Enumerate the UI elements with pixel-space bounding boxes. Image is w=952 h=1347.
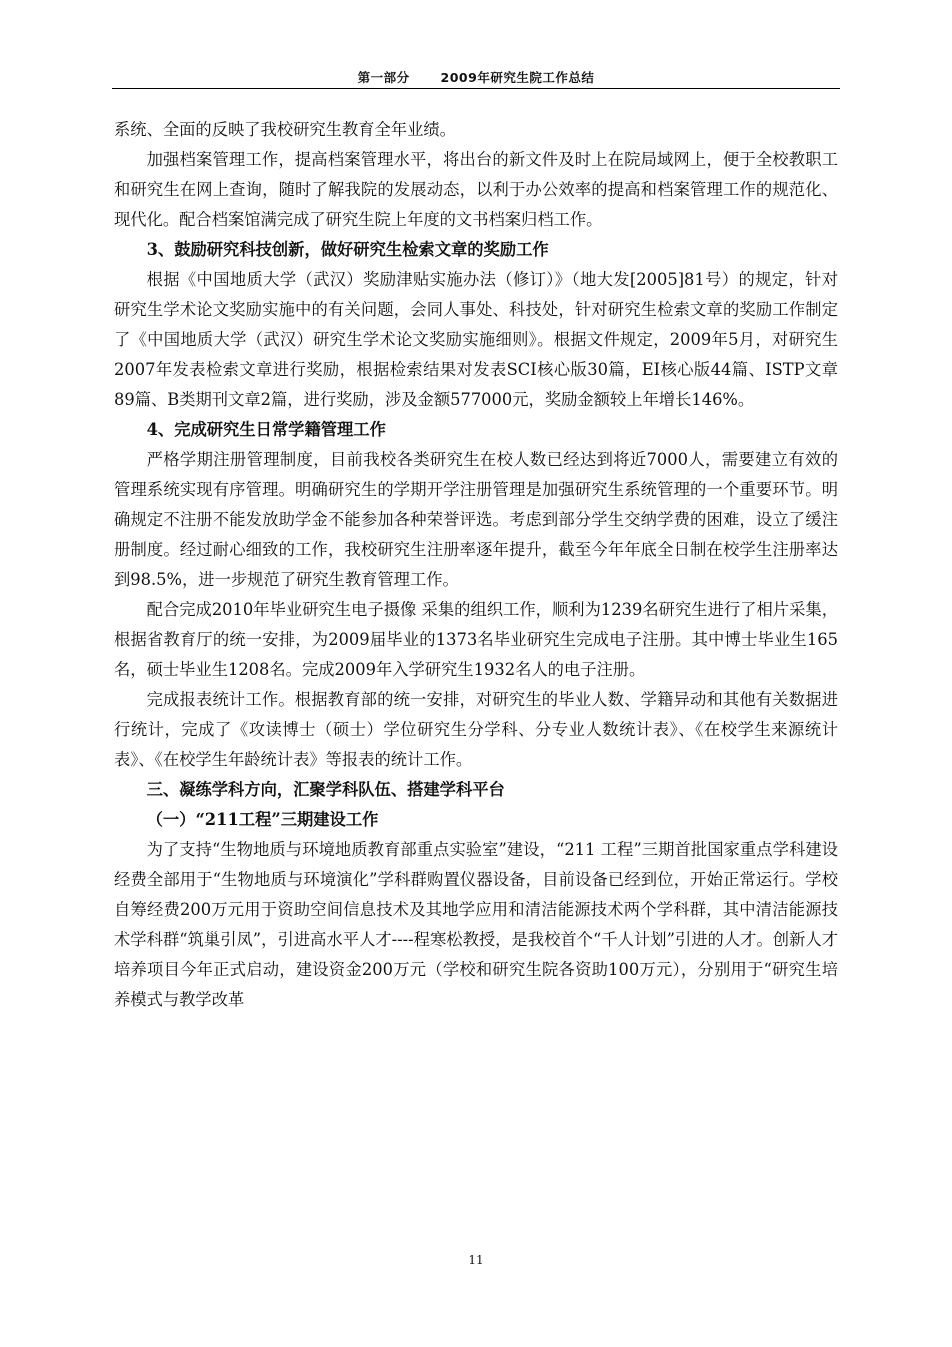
page-number: 11 [468,1253,484,1267]
page-header [112,68,840,86]
paragraph-continued: 系统、全面的反映了我校研究生教育全年业绩。 [114,120,456,139]
document-body [114,115,838,1015]
header-rule [112,88,840,89]
paragraph-211-project: 为了支持“生物地质与环境地质教育部重点实验室”建设，“211 工程”三期首批国家重点学科建设经费全部用于“生物地质与环境演化”学科群购置仪器设备，目前设备已经到位，开始正常运行。学校自筹经费200万元用于资助空间信息技术及其地学应用和清洁能源技术两个学科群，其中清洁能源技术学科群“筑巢引凤”，引进高水平人才----程寒松教授，是我校首个“千人计划”引进的人才。创新人才培养项目今年正式启动，建设资金200万元（学校和研究生院各资助100万元），分别用于“研究生培养模式与教学改革 [114,840,838,1009]
header-title: 2009年研究生院工作总结 [440,70,595,85]
paragraph-registration: 严格学期注册管理制度，目前我校各类研究生在校人数已经达到将近7000人，需要建立有效的管理系统实现有序管理。明确研究生的学期开学注册管理是加强研究生系统管理的一个重要环节。明确规定不注册不能发放助学金不能参加各种荣誉评选。考虑到部分学生交纳学费的困难，设立了缓注册制度。经过耐心细致的工作，我校研究生注册率逐年提升，截至今年年底全日制在校学生注册率达到98.5%，进一步规范了研究生教育管理工作。 [114,450,838,589]
paragraph-photo-collection: 配合完成2010年毕业研究生电子摄像 采集的组织工作，顺利为1239名研究生进行了相片采集，根据省教育厅的统一安排，为2009届毕业的1373名毕业研究生完成电子注册。其中博士毕业生165名，硕士毕业生1208名。完成2009年入学研究生1932名人的电子注册。 [114,600,838,679]
paragraph-statistics: 完成报表统计工作。根据教育部的统一安排，对研究生的毕业人数、学籍异动和其他有关数据进行统计，完成了《攻读博士（硕士）学位研究生分学科、分专业人数统计表》、《在校学生来源统计表》、《在校学生年龄统计表》等报表的统计工作。 [114,690,838,769]
heading-section-three: 三、凝练学科方向，汇聚学科队伍、搭建学科平台 [146,780,505,799]
heading-211-project: （一）“211工程”三期建设工作 [146,810,379,829]
paragraph-reward-rules: 根据《中国地质大学（武汉）奖励津贴实施办法（修订）》（地大发[2005]81号）的规定，针对研究生学术论文奖励实施中的有关问题，会同人事处、科技处，针对研究生检索文章的奖励工作制定了《中国地质大学（武汉）研究生学术论文奖励实施细则》。根据文件规定，2009年5月，对研究生2007年发表检索文章进行奖励，根据检索结果对发表SCI核心版30篇，EI核心版44篇、ISTP文章89篇、B类期刊文章2篇，进行奖励，涉及金额577000元，奖励金额较上年增长146%。 [114,270,838,409]
header-part: 第一部分 [357,70,410,85]
heading-student-status: 4、完成研究生日常学籍管理工作 [146,420,386,439]
paragraph-archives: 加强档案管理工作，提高档案管理水平，将出台的新文件及时上在院局域网上，便于全校教职工和研究生在网上查询，随时了解我院的发展动态，以利于办公效率的提高和档案管理工作的规范化、现代化。配合档案馆满完成了研究生院上年度的文书档案归档工作。 [114,150,838,229]
heading-research-reward: 3、鼓励研究科技创新，做好研究生检索文章的奖励工作 [146,240,549,259]
